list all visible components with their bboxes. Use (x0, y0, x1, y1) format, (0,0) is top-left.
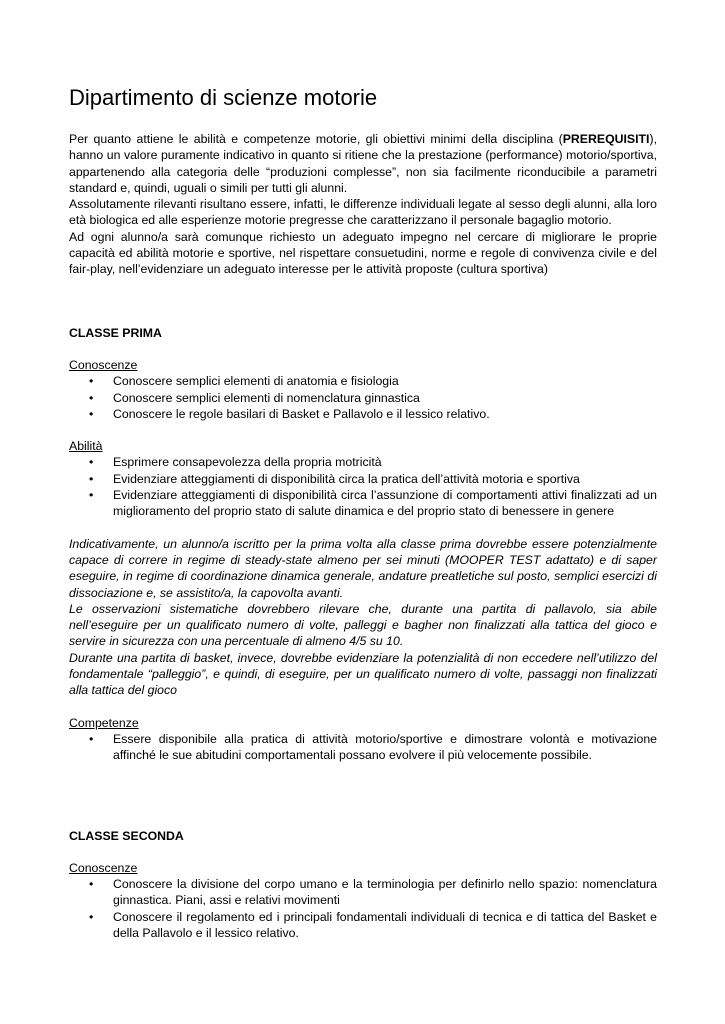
classe-prima-heading: CLASSE PRIMA (69, 325, 162, 340)
italic-paragraph-2: Le osservazioni sistematiche dovrebbero rilevare che, durante una partita di pallavolo, sia abile nell’eseguire per un qualificato numero di volte, palleggi e bagher non finalizzati alla tattica del gioco e servire in sicurezza con una percentuale di almeno 4/5 su 10. (69, 601, 657, 649)
classe-seconda-heading: CLASSE SECONDA (69, 828, 184, 843)
classe-seconda-section (69, 828, 657, 942)
list-item: • Evidenziare atteggiamenti di disponibilità circa la pratica dell’attività motoria e sportiva (69, 471, 657, 487)
document-body (69, 84, 657, 941)
page-title: Dipartimento di scienze motorie (69, 85, 378, 110)
intro-paragraph-3: Ad ogni alunno/a sarà comunque richiesto un adeguato impegno nel cercare di migliorare le proprie capacità ed abilità motorie e sportive, nel rispettare consuetudini, norme e regole di convivenza civile e del fair-play, nell’evidenziare un adeguato interesse per le attività proposte (cultura sportiva) (69, 229, 657, 277)
prima-abilita-list (69, 454, 657, 519)
seconda-conoscenze-list (69, 876, 657, 941)
prima-italic-notes (69, 536, 657, 699)
list-item: • Conoscere semplici elementi di anatomia e fisiologia (69, 373, 657, 389)
prima-conoscenze-list (69, 373, 657, 422)
italic-paragraph-3: Durante una partita di basket, invece, dovrebbe evidenziare la potenzialità di non eccedere nell’utilizzo del fondamentale “palleggio”, e quindi, di eseguire, per un qualificato numero di volte, passaggi non finalizzati alla tattica del gioco (69, 650, 657, 698)
italic-paragraph-1: Indicativamente, un alunno/a iscritto per la prima volta alla classe prima dovrebbe essere potenzialmente capace di correre in regime di steady-state almeno per sei minuti (MOOPER TEST adattato) e di saper eseguire, in regime di coordinazione dinamica generale, andature preatletiche sul posto, semplici esercizi di dissociazione e, se assistito/a, la capovolta avanti. (69, 536, 657, 600)
prima-competenze-heading: Competenze (69, 715, 139, 730)
classe-prima-section (69, 325, 657, 764)
list-item: • Essere disponibile alla pratica di attività motorio/sportive e dimostrare volontà e motivazione affinché le sue abitudini comportamentali possano evolvere il più velocemente possibile. (69, 731, 657, 764)
intro-paragraph-2: Assolutamente rilevanti risultano essere, infatti, le differenze individuali legate al sesso degli alunni, alla loro età biologica ed alle esperienze motorie pregresse che caratterizzano il personale bagaglio motorio. (69, 197, 657, 228)
list-item: • Conoscere le regole basilari di Basket e Pallavolo e il lessico relativo. (69, 406, 657, 422)
list-item: • Conoscere il regolamento ed i principali fondamentali individuali di tecnica e di tattica del Basket e della Pallavolo e il lessico relativo. (69, 909, 657, 942)
prerequisiti-label: PREREQUISITI (562, 132, 650, 146)
seconda-conoscenze-heading: Conoscenze (69, 860, 138, 875)
intro-section (69, 131, 657, 278)
prima-conoscenze-heading: Conoscenze (69, 357, 138, 372)
prima-abilita-heading: Abilità (69, 439, 103, 454)
list-item: • Conoscere semplici elementi di nomenclatura ginnastica (69, 390, 657, 406)
list-item: • Conoscere la divisione del corpo umano e la terminologia per definirlo nello spazio: nomenclatura ginnastica. Piani, assi e relativi movimenti (69, 876, 657, 909)
list-item: • Evidenziare atteggiamenti di disponibilità circa l’assunzione di comportamenti attivi finalizzati ad un miglioramento del proprio stato di salute dinamica e del proprio stato di benessere in genere (69, 487, 657, 520)
prima-competenze-list (69, 731, 657, 764)
intro-paragraph-1: Per quanto attiene le abilità e competenze motorie, gli obiettivi minimi della disciplina (PREREQUISITI), hanno un valore puramente indicativo in quanto si ritiene che la prestazione (performance) motorio/sportiva, appartenendo alla categoria delle “produzioni complesse”, non sia facilmente riconducibile a parametri standard e, quindi, uguali o simili per tutti gli alunni. (69, 132, 657, 195)
list-item: • Esprimere consapevolezza della propria motricità (69, 454, 657, 470)
